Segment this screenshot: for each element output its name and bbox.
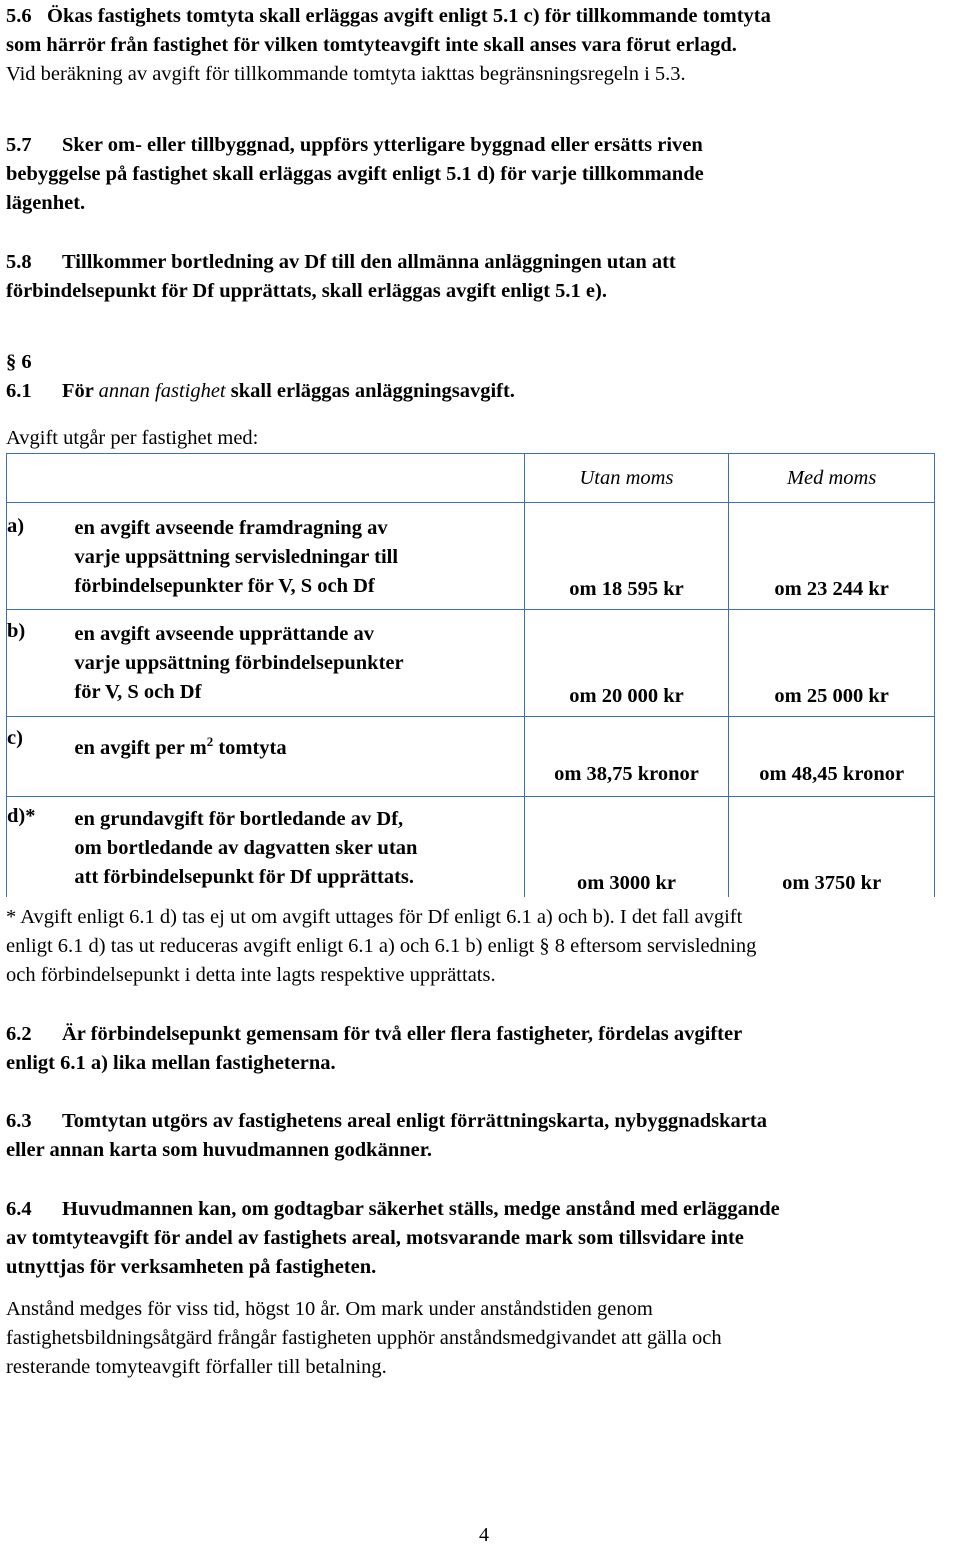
row-label: a) [7,503,75,610]
section-5-8-line-1: Tillkommer bortledning av Df till den allmänna anläggningen utan att [62,251,676,273]
fee-intro-text: Avgift utgår per fastighet med: [6,427,259,449]
footnote [6,903,956,990]
amount-incl-vat: om 23 244 kr [729,503,935,610]
section-6-4-line-3: utnyttjas för verksamheten på fastigheten. [6,1256,377,1278]
footnote-line-1: * Avgift enligt 6.1 d) tas ej ut om avgift uttages för Df enligt 6.1 a) och b). I det fall avgift [6,906,743,928]
section-6-3 [6,1107,956,1165]
amount-incl-vat: om 48,45 kronor [729,717,935,797]
section-6-heading: § 6 [6,351,32,373]
header-blank [7,454,75,503]
table-header-row [7,454,935,503]
section-5-6-line-1: 5.6 Ökas fastighets tomtyta skall erläggas avgift enligt 5.1 c) för tillkommande tomtyta [6,5,771,27]
superscript: 2 [206,734,214,749]
fee-intro [6,424,956,453]
section-5-6-line-3: Vid beräkning av avgift för tillkommande tomtyta iakttas begränsningsregeln i 5.3. [6,63,686,85]
section-5-6-line-2: som härrör från fastighet för vilken tomtyteavgift inte skall anses vara förut erlagd. [6,34,737,56]
row-description: en grundavgift för bortledande av Df, om bortledande av dagvatten sker utan att förbindelsepunkt för Df upprättats. [74,797,524,897]
amount-incl-vat: om 3750 kr [729,797,935,897]
section-number: 6.4 [6,1198,32,1220]
section-6-3-line-1: Tomtytan utgörs av fastighetens areal enligt förrättningskarta, nybyggnadskarta [62,1110,767,1132]
section-number: 6.2 [6,1023,32,1045]
fee-table [6,453,935,897]
amount-excl-vat: om 18 595 kr [524,503,729,610]
section-6-2-line-2: enligt 6.1 a) lika mellan fastigheterna. [6,1052,336,1074]
row-description: en avgift avseende framdragning av varje uppsättning servisledningar till förbindelsepunkter för V, S och Df [74,503,524,610]
row-description: en avgift avseende upprättande av varje uppsättning förbindelsepunkter för V, S och Df [74,610,524,717]
table-row [7,797,935,897]
section-5-7 [6,131,956,218]
amount-excl-vat: om 38,75 kronor [524,717,729,797]
deferral-line-3: resterande tomyteavgift förfaller till betalning. [6,1356,387,1378]
header-blank [74,454,524,503]
table-row [7,503,935,610]
row-label: c) [7,717,75,797]
section-6-2 [6,1020,956,1078]
section-number: 6.1 [6,380,32,402]
section-5-8 [6,248,956,306]
section-6 [6,348,956,406]
table-row [7,610,935,717]
section-6-4-line-1: Huvudmannen kan, om godtagbar säkerhet ställs, medge anstånd med erläggande [62,1198,780,1220]
section-6-4 [6,1195,956,1282]
section-5-7-line-1: Sker om- eller tillbyggnad, uppförs ytterligare byggnad eller ersätts riven [62,134,703,156]
deferral-line-1: Anstånd medges för viss tid, högst 10 år. Om mark under anståndstiden genom [6,1298,653,1320]
section-5-7-line-2: bebyggelse på fastighet skall erläggas avgift enligt 5.1 d) för varje tillkommande [6,163,704,185]
column-header-excl-vat: Utan moms [524,454,729,503]
deferral-paragraph [6,1295,956,1382]
footnote-line-3: och förbindelsepunkt i detta inte lagts respektive upprättats. [6,964,496,986]
section-6-1-pre: För [62,380,99,402]
row-label: d)* [7,797,75,897]
page-number: 4 [479,1524,489,1546]
deferral-line-2: fastighetsbildningsåtgärd frångår fastigheten upphör anståndsmedgivandet att gälla och [6,1327,722,1349]
table-row [7,717,935,797]
section-6-1-emphasis: annan fastighet [98,380,226,402]
row-description: en avgift per $m^2$ tomtyta [74,717,524,797]
column-header-incl-vat: Med moms [729,454,935,503]
section-5-6 [6,2,956,89]
amount-incl-vat: om 25 000 kr [729,610,935,717]
section-6-4-line-2: av tomtyteavgift för andel av fastighets areal, motsvarande mark som tillsvidare inte [6,1227,744,1249]
section-number: 5.7 [6,134,32,156]
amount-excl-vat: om 20 000 kr [524,610,729,717]
section-5-8-line-2: förbindelsepunkt för Df upprättats, skall erläggas avgift enligt 5.1 e). [6,280,607,302]
section-5-7-line-3: lägenhet. [6,192,86,214]
section-number: 5.8 [6,251,32,273]
amount-excl-vat: om 3000 kr [524,797,729,897]
section-6-3-line-2: eller annan karta som huvudmannen godkänner. [6,1139,433,1161]
section-number: 6.3 [6,1110,32,1132]
row-label: b) [7,610,75,717]
section-6-2-line-1: Är förbindelsepunkt gemensam för två eller flera fastigheter, fördelas avgifter [62,1023,743,1045]
section-6-1-post: skall erläggas anläggningsavgift. [225,380,515,402]
footnote-line-2: enligt 6.1 d) tas ut reduceras avgift enligt 6.1 a) och 6.1 b) enligt § 8 eftersom servisledning [6,935,757,957]
